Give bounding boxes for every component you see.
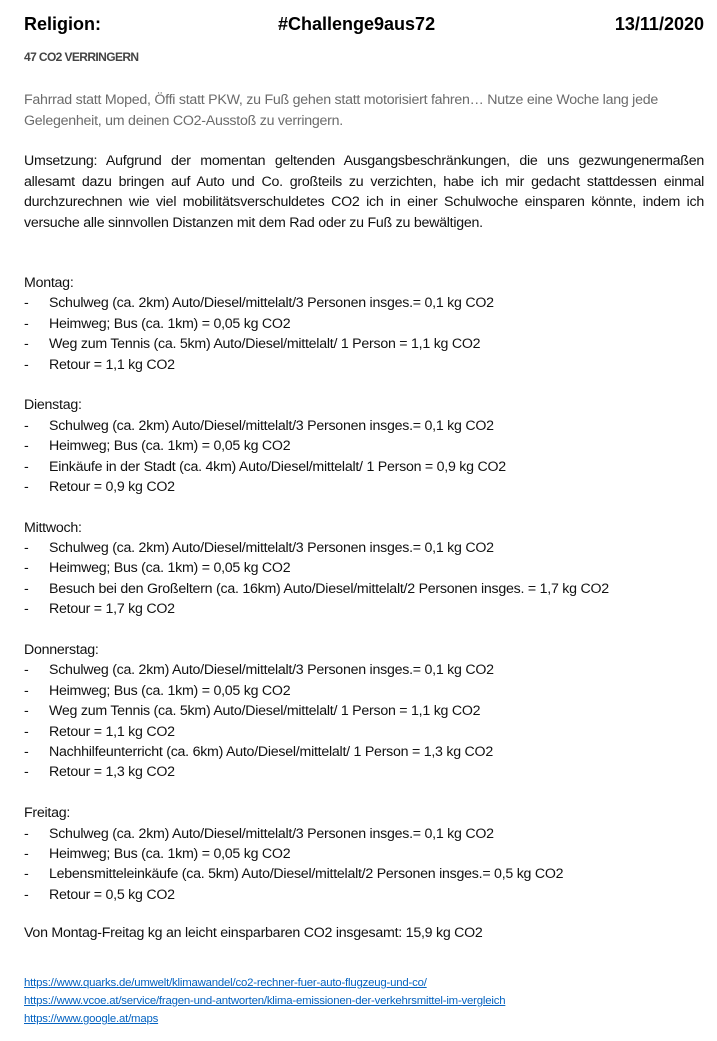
bullet-dash: - [24,866,29,883]
list-item [24,885,704,905]
day-title: Mittwoch: [24,519,82,536]
source-link-quarks[interactable]: https://www.quarks.de/umwelt/klimawandel/co2-rechner-fuer-auto-flugzeug-und-co/ [24,977,427,989]
bullet-dash: - [24,580,29,597]
list-item [24,558,704,578]
list-item [24,844,704,864]
list-item-text: Schulweg (ca. 2km) Auto/Diesel/mittelalt/3 Personen insges.= 0,1 kg CO2 [49,540,494,557]
implementation-paragraph: Umsetzung: Aufgrund der momentan geltenden Ausgangsbeschränkungen, die uns gezwungenermaßen allesamt dazu bringen auf Auto und Co. großteils zu verzichten, habe ich mir gedacht stattdessen einmal durchzurechnen wie viel mobilitätsverschuldetes CO2 ich in einer Schulwoche einsparen könnte, indem ich versuche alle sinnvollen Distanzen mit dem Rad oder zu Fuß zu bewältigen. [24,153,704,231]
bullet-dash: - [24,336,29,353]
day-title: Freitag: [24,805,71,822]
list-item-text: Schulweg (ca. 2km) Auto/Diesel/mittelalt/3 Personen insges.= 0,1 kg CO2 [49,295,494,312]
day-section [24,803,704,905]
bullet-dash: - [24,438,29,455]
bullet-dash: - [24,458,29,475]
day-section [24,273,704,375]
list-item-text: Retour = 0,9 kg CO2 [49,478,175,495]
list-item [24,742,704,762]
challenge-title: #Challenge9aus72 [278,14,436,34]
list-item [24,314,704,334]
list-item-text: Einkäufe in der Stadt (ca. 4km) Auto/Diesel/mittelalt/ 1 Person = 0,9 kg CO2 [49,458,506,475]
list-item-text: Besuch bei den Großeltern (ca. 16km) Auto/Diesel/mittelalt/2 Personen insges. = 1,7 kg CO2 [49,580,609,597]
list-item [24,538,704,558]
list-item-text: Retour = 0,5 kg CO2 [49,886,175,903]
bullet-dash: - [24,601,29,618]
bullet-dash: - [24,315,29,332]
list-item [24,701,704,721]
list-item [24,436,704,456]
list-item [24,579,704,599]
bullet-dash: - [24,662,29,679]
list-item-text: Retour = 1,3 kg CO2 [49,764,175,781]
bullet-dash: - [24,478,29,495]
bullet-dash: - [24,295,29,312]
list-item [24,293,704,313]
bullet-dash: - [24,723,29,740]
list-item-text: Schulweg (ca. 2km) Auto/Diesel/mittelalt/3 Personen insges.= 0,1 kg CO2 [49,417,494,434]
bullet-dash: - [24,845,29,862]
list-item-text: Schulweg (ca. 2km) Auto/Diesel/mittelalt/3 Personen insges.= 0,1 kg CO2 [49,662,494,679]
list-item [24,355,704,375]
day-section [24,518,704,620]
list-item-text: Nachhilfeunterricht (ca. 6km) Auto/Diesel/mittelalt/ 1 Person = 1,3 kg CO2 [49,743,493,760]
total-summary: Von Montag-Freitag kg an leicht einsparbaren CO2 insgesamt: 15,9 kg CO2 [24,925,483,941]
source-links [24,974,505,1028]
list-item [24,599,704,619]
list-item [24,824,704,844]
challenge-description: Fahrrad statt Moped, Öffi statt PKW, zu Fuß gehen statt motorisiert fahren… Nutze eine Woche lang jede Gelegenheit, um deinen CO2-Ausstoß zu verringern. [24,92,659,129]
bullet-dash: - [24,703,29,720]
bullet-dash: - [24,886,29,903]
subject-label: Religion: [24,14,101,34]
bullet-dash: - [24,764,29,781]
bullet-dash: - [24,417,29,434]
document-header [24,14,704,40]
bullet-dash: - [24,560,29,577]
list-item-text: Weg zum Tennis (ca. 5km) Auto/Diesel/mittelalt/ 1 Person = 1,1 kg CO2 [49,336,481,353]
list-item [24,722,704,742]
document-date: 13/11/2020 [614,14,704,34]
list-item-text: Retour = 1,1 kg CO2 [49,723,175,740]
list-item-text: Heimweg; Bus (ca. 1km) = 0,05 kg CO2 [49,315,291,332]
list-item-text: Retour = 1,7 kg CO2 [49,601,175,618]
list-item-text: Lebensmitteleinkäufe (ca. 5km) Auto/Diesel/mittelalt/2 Personen insges.= 0,5 kg CO2 [49,866,564,883]
list-item [24,681,704,701]
source-link-google-maps[interactable]: https://www.google.at/maps [24,1013,159,1025]
day-title: Montag: [24,275,74,291]
bullet-dash: - [24,743,29,760]
source-link-vcoe[interactable]: https://www.vcoe.at/service/fragen-und-antworten/klima-emissionen-der-verkehrsmittel-im-vergleich [24,995,506,1007]
list-item [24,457,704,477]
day-section [24,395,704,497]
weekday-list [24,273,704,926]
day-title: Donnerstag: [24,642,99,659]
list-item [24,762,704,782]
list-item-text: Schulweg (ca. 2km) Auto/Diesel/mittelalt/3 Personen insges.= 0,1 kg CO2 [49,825,494,842]
bullet-dash: - [24,682,29,699]
list-item-text: Weg zum Tennis (ca. 5km) Auto/Diesel/mittelalt/ 1 Person = 1,1 kg CO2 [49,703,481,720]
list-item-text: Heimweg; Bus (ca. 1km) = 0,05 kg CO2 [49,438,291,455]
list-item [24,864,704,884]
list-item-text: Heimweg; Bus (ca. 1km) = 0,05 kg CO2 [49,682,291,699]
bullet-dash: - [24,540,29,557]
day-title: Dienstag: [24,397,82,414]
list-item-text: Retour = 1,1 kg CO2 [49,356,175,373]
list-item [24,416,704,436]
day-section [24,640,704,783]
challenge-subtitle: 47 CO2 VERRINGERN [24,50,139,64]
list-item-text: Heimweg; Bus (ca. 1km) = 0,05 kg CO2 [49,560,291,577]
bullet-dash: - [24,356,29,373]
list-item-text: Heimweg; Bus (ca. 1km) = 0,05 kg CO2 [49,845,291,862]
list-item [24,334,704,354]
list-item [24,477,704,497]
list-item [24,660,704,680]
bullet-dash: - [24,825,29,842]
